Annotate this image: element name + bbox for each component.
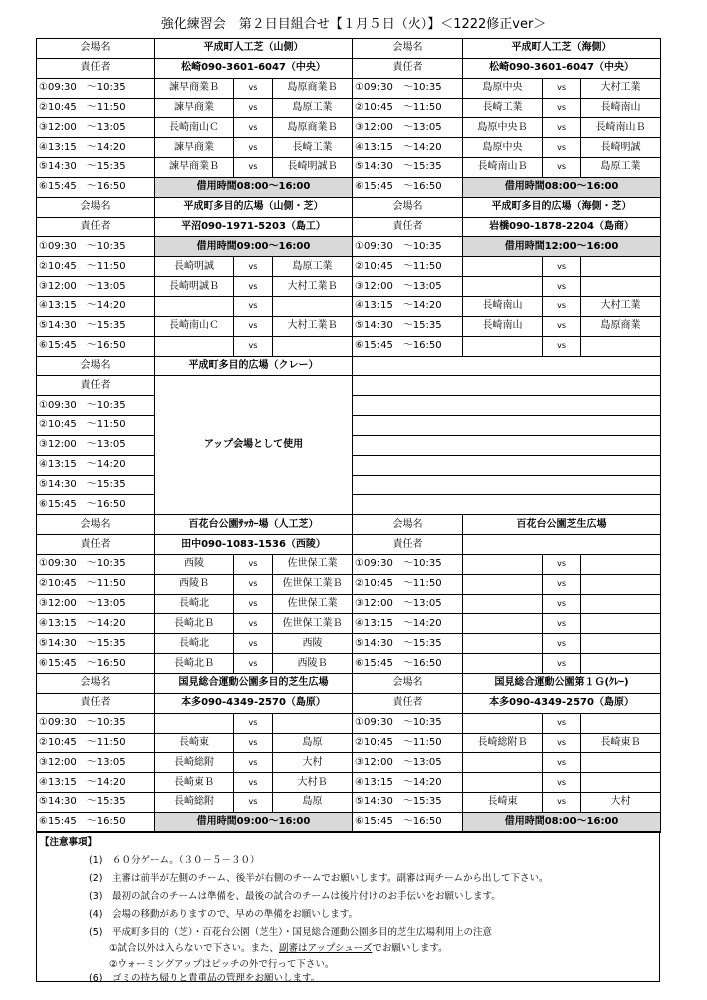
time-slot: ①09:30 ～10:35	[37, 713, 155, 733]
time-slot: ②10:45 ～11:50	[353, 98, 463, 118]
vs-label: vs	[543, 554, 581, 574]
team-away	[581, 574, 661, 594]
empty-cell	[353, 475, 661, 495]
time-slot: ③12:00 ～13:05	[37, 435, 155, 455]
note-item-5: (5) 平成町多目的（芝）・百花台公園（芝生）・国見総合運動公園多目的芝生広場利用上の注意	[89, 927, 492, 938]
vs-label: vs	[234, 793, 273, 813]
team-away: 佐世保工業Ｂ	[273, 614, 353, 634]
manager-row	[37, 535, 661, 555]
venue-label: 会場名	[353, 39, 463, 59]
time-slot: ⑥15:45 ～16:50	[37, 177, 155, 197]
vs-label: vs	[543, 158, 581, 178]
venue-row	[37, 356, 661, 376]
vs-label: vs	[234, 257, 273, 277]
team-home	[463, 713, 543, 733]
note-sub-1-pre: ①試合以外は入らないで下さい。また、	[109, 943, 280, 954]
time-slot: ③12:00 ～13:05	[37, 753, 155, 773]
team-home: 長崎工業	[463, 98, 543, 118]
venue-label: 会場名	[37, 39, 155, 59]
page-title: 強化練習会 第２日目組合せ【１月５日（火）】＜1222修正ver＞	[160, 17, 547, 32]
team-away: 西陵	[273, 634, 353, 654]
team-away: 佐世保工業	[273, 594, 353, 614]
team-away: 長崎南山	[581, 98, 661, 118]
venue-label: 会場名	[353, 674, 463, 694]
vs-label: vs	[234, 158, 273, 178]
time-slot: ②10:45 ～11:50	[37, 257, 155, 277]
team-home	[463, 594, 543, 614]
vs-label: vs	[543, 713, 581, 733]
empty-cell	[353, 495, 661, 515]
time-slot: ⑤14:30 ～15:35	[353, 634, 463, 654]
team-away: 佐世保工業	[273, 554, 353, 574]
team-home	[463, 654, 543, 674]
time-slot: ⑥15:45 ～16:50	[353, 654, 463, 674]
vs-label: vs	[234, 614, 273, 634]
match-row	[37, 812, 661, 832]
note-sub-2: ②ウォーミングアップはピッチの外で行って下さい。	[109, 959, 335, 970]
team-away: 大村	[581, 793, 661, 813]
venue-label: 会場名	[353, 197, 463, 217]
time-slot: ③12:00 ～13:05	[353, 753, 463, 773]
time-slot: ⑥15:45 ～16:50	[37, 495, 155, 515]
note-sub-1-underlined: 副審はアップシューズ	[279, 943, 373, 954]
time-slot: ③12:00 ～13:05	[353, 118, 463, 138]
time-slot: ③12:00 ～13:05	[353, 277, 463, 297]
vs-label: vs	[543, 316, 581, 336]
time-slot: ③12:00 ～13:05	[37, 594, 155, 614]
team-away	[581, 753, 661, 773]
team-home: 西陵	[155, 554, 234, 574]
time-slot: ①09:30 ～10:35	[353, 554, 463, 574]
match-row	[37, 336, 661, 356]
manager-contact: 松崎090-3601-6047（中央）	[155, 58, 353, 78]
time-slot: ⑤14:30 ～15:35	[37, 634, 155, 654]
team-home: 長崎明誠	[155, 257, 234, 277]
merged-note: アップ会場として使用	[155, 376, 353, 515]
venue-name: 平成町多目的広場（山側・芝）	[155, 197, 353, 217]
team-home: 西陵Ｂ	[155, 574, 234, 594]
team-away: 長崎明誠Ｂ	[273, 158, 353, 178]
vs-label: vs	[234, 296, 273, 316]
empty-cell	[353, 356, 661, 376]
match-row	[37, 594, 661, 614]
time-slot: ④13:15 ～14:20	[353, 614, 463, 634]
vs-label: vs	[234, 554, 273, 574]
note-item-6: (6) ゴミの持ち帰りと貴重品の管理をお願いします。	[89, 973, 321, 984]
time-slot: ②10:45 ～11:50	[37, 98, 155, 118]
team-home: 長崎総附Ｂ	[463, 733, 543, 753]
team-away: 西陵Ｂ	[273, 654, 353, 674]
match-row	[37, 753, 661, 773]
note-sub-1-post: でお願いします。	[372, 943, 448, 954]
note-sub-1	[109, 940, 448, 954]
team-away: 島原	[273, 733, 353, 753]
team-away: 長崎南山Ｂ	[581, 118, 661, 138]
schedule-table	[36, 38, 661, 833]
manager-row	[37, 693, 661, 713]
team-home: 長崎北	[155, 594, 234, 614]
vs-label: vs	[234, 78, 273, 98]
vs-label: vs	[543, 118, 581, 138]
team-home	[155, 296, 234, 316]
team-home: 長崎南山	[463, 296, 543, 316]
time-slot: ①09:30 ～10:35	[353, 713, 463, 733]
manager-contact: 平沼090-1971-5203（島工）	[155, 217, 353, 237]
manager-row	[37, 217, 661, 237]
time-slot: ②10:45 ～11:50	[353, 574, 463, 594]
venue-label: 会場名	[37, 515, 155, 535]
vs-label: vs	[543, 138, 581, 158]
team-away: 大村工業Ｂ	[273, 277, 353, 297]
venue-name: 国見総合運動公園多目的芝生広場	[155, 674, 353, 694]
team-away: 長崎工業	[273, 138, 353, 158]
team-away	[581, 594, 661, 614]
manager-label: 責任者	[37, 58, 155, 78]
team-home	[463, 554, 543, 574]
team-away: 島原工業	[273, 98, 353, 118]
time-slot: ⑥15:45 ～16:50	[353, 336, 463, 356]
time-slot: ④13:15 ～14:20	[37, 773, 155, 793]
team-away	[581, 773, 661, 793]
vs-label: vs	[543, 614, 581, 634]
vs-label: vs	[234, 654, 273, 674]
team-away	[581, 614, 661, 634]
team-away: 島原工業	[273, 257, 353, 277]
match-row	[37, 296, 661, 316]
team-home: 諫早商業	[155, 138, 234, 158]
team-home: 長崎東	[463, 793, 543, 813]
empty-cell	[353, 435, 661, 455]
time-slot: ⑤14:30 ～15:35	[353, 158, 463, 178]
venue-label: 会場名	[353, 515, 463, 535]
time-slot: ⑤14:30 ～15:35	[37, 793, 155, 813]
vs-label: vs	[234, 118, 273, 138]
team-home: 島原中央	[463, 138, 543, 158]
vs-label: vs	[234, 98, 273, 118]
manager-label: 責任者	[37, 535, 155, 555]
empty-cell	[353, 416, 661, 436]
venue-label: 会場名	[37, 674, 155, 694]
venue-row	[37, 515, 661, 535]
manager-label: 責任者	[353, 693, 463, 713]
venue-label: 会場名	[37, 197, 155, 217]
team-home: 長崎南山Ｃ	[155, 316, 234, 336]
team-home	[463, 773, 543, 793]
vs-label: vs	[543, 654, 581, 674]
vs-label: vs	[543, 594, 581, 614]
time-slot: ④13:15 ～14:20	[37, 138, 155, 158]
team-home	[463, 257, 543, 277]
match-row	[37, 773, 661, 793]
team-away	[581, 257, 661, 277]
team-home: 長崎北Ｂ	[155, 654, 234, 674]
team-home	[155, 336, 234, 356]
note-item-3: (3) 最初の試合のチームは準備を、最後の試合のチームは後片付けのお手伝いをお願いします。	[89, 891, 501, 902]
team-home	[463, 614, 543, 634]
team-away	[581, 713, 661, 733]
rental-time-note: 借用時間12:00～16:00	[463, 237, 661, 257]
vs-label: vs	[234, 634, 273, 654]
venue-name: 百花台公園芝生広場	[463, 515, 661, 535]
match-row	[37, 713, 661, 733]
time-slot: ②10:45 ～11:50	[37, 416, 155, 436]
time-slot: ②10:45 ～11:50	[37, 733, 155, 753]
vs-label: vs	[234, 753, 273, 773]
manager-contact: 本多090-4349-2570（島原）	[155, 693, 353, 713]
venue-name: 平成町多目的広場（海側・芝）	[463, 197, 661, 217]
empty-cell	[353, 396, 661, 416]
vs-label: vs	[543, 296, 581, 316]
rental-time-note: 借用時間09:00～16:00	[155, 237, 353, 257]
time-slot: ②10:45 ～11:50	[353, 257, 463, 277]
empty-cell	[353, 376, 661, 396]
team-away: 長崎明誠	[581, 138, 661, 158]
venue-name: 国見総合運動公園第１Ｇ(ｸﾚｰ)	[463, 674, 661, 694]
match-row	[37, 138, 661, 158]
venue-row	[37, 197, 661, 217]
team-home: 長崎南山	[463, 316, 543, 336]
match-row	[37, 654, 661, 674]
venue-row	[37, 39, 661, 59]
manager-row	[37, 58, 661, 78]
time-slot: ①09:30 ～10:35	[37, 554, 155, 574]
team-away	[581, 336, 661, 356]
team-away	[581, 277, 661, 297]
vs-label: vs	[543, 336, 581, 356]
time-slot: ①09:30 ～10:35	[353, 237, 463, 257]
time-slot: ⑤14:30 ～15:35	[37, 158, 155, 178]
team-home: 島原中央	[463, 78, 543, 98]
match-row	[37, 118, 661, 138]
team-home: 諫早商業	[155, 98, 234, 118]
manager-contact: 本多090-4349-2570（島原）	[463, 693, 661, 713]
team-home: 長崎南山Ｃ	[155, 118, 234, 138]
vs-label: vs	[234, 574, 273, 594]
time-slot: ④13:15 ～14:20	[353, 773, 463, 793]
time-slot: ③12:00 ～13:05	[37, 277, 155, 297]
vs-label: vs	[543, 733, 581, 753]
manager-label: 責任者	[353, 58, 463, 78]
match-row	[37, 554, 661, 574]
match-row	[37, 78, 661, 98]
time-slot: ②10:45 ～11:50	[353, 733, 463, 753]
team-away: 島原工業	[581, 158, 661, 178]
team-away: 島原	[273, 793, 353, 813]
team-home: 諫早商業Ｂ	[155, 158, 234, 178]
time-slot: ②10:45 ～11:50	[37, 574, 155, 594]
team-home	[463, 634, 543, 654]
team-home: 長崎総附	[155, 753, 234, 773]
vs-label: vs	[543, 793, 581, 813]
note-item-4: (4) 会場の移動がありますので、早めの準備をお願いします。	[89, 909, 359, 920]
rental-time-note: 借用時間08:00～16:00	[463, 812, 661, 832]
time-slot: ⑥15:45 ～16:50	[37, 812, 155, 832]
team-home: 諫早商業Ｂ	[155, 78, 234, 98]
venue-name: 百花台公園ｻｯｶｰ場（人工芝）	[155, 515, 353, 535]
time-slot: ⑤14:30 ～15:35	[37, 475, 155, 495]
team-away: 大村工業	[581, 296, 661, 316]
venue-name: 平成町人工芝（山側）	[155, 39, 353, 59]
vs-label: vs	[543, 753, 581, 773]
team-away: 島原商業Ｂ	[273, 78, 353, 98]
team-away: 大村	[273, 753, 353, 773]
team-home: 長崎東Ｂ	[155, 773, 234, 793]
note-item-2: (2) 主審は前半が左側のチーム、後半が右側のチームでお願いします。副審は両チームから出して下さい。	[89, 873, 549, 884]
team-away: 長崎東Ｂ	[581, 733, 661, 753]
time-slot: ⑤14:30 ～15:35	[353, 793, 463, 813]
team-away: 佐世保工業Ｂ	[273, 574, 353, 594]
manager-contact: 松崎090-3601-6047（中央）	[463, 58, 661, 78]
time-slot: ⑥15:45 ～16:50	[353, 812, 463, 832]
team-away: 大村工業	[581, 78, 661, 98]
manager-contact	[463, 535, 661, 555]
vs-label: vs	[543, 634, 581, 654]
vs-label: vs	[543, 78, 581, 98]
time-slot: ①09:30 ～10:35	[353, 78, 463, 98]
time-slot: ①09:30 ～10:35	[37, 396, 155, 416]
match-row	[37, 733, 661, 753]
team-away: 島原商業	[581, 316, 661, 336]
time-slot: ⑤14:30 ～15:35	[37, 316, 155, 336]
venue-name: 平成町人工芝（海側）	[463, 39, 661, 59]
team-away	[581, 654, 661, 674]
note-item-1: (1) ６０分ゲーム。（３０－５－３０）	[89, 855, 260, 866]
rental-time-note: 借用時間08:00～16:00	[155, 177, 353, 197]
team-home: 長崎北	[155, 634, 234, 654]
match-row	[37, 277, 661, 297]
venue-name: 平成町多目的広場（クレー）	[155, 356, 353, 376]
team-home	[155, 713, 234, 733]
time-slot: ④13:15 ～14:20	[353, 296, 463, 316]
vs-label: vs	[543, 277, 581, 297]
match-row	[37, 98, 661, 118]
team-away: 島原商業Ｂ	[273, 118, 353, 138]
team-away: 大村工業Ｂ	[273, 316, 353, 336]
match-row	[37, 574, 661, 594]
vs-label: vs	[543, 574, 581, 594]
vs-label: vs	[234, 277, 273, 297]
vs-label: vs	[234, 773, 273, 793]
rental-time-note: 借用時間09:00～16:00	[155, 812, 353, 832]
venue-row	[37, 674, 661, 694]
time-slot: ⑥15:45 ～16:50	[37, 654, 155, 674]
team-away	[273, 296, 353, 316]
time-slot: ⑥15:45 ～16:50	[37, 336, 155, 356]
manager-label: 責任者	[37, 376, 155, 396]
team-home: 長崎東	[155, 733, 234, 753]
venue-label: 会場名	[37, 356, 155, 376]
time-slot: ③12:00 ～13:05	[37, 118, 155, 138]
manager-label: 責任者	[37, 693, 155, 713]
notes-heading: 【注意事項】	[40, 837, 98, 848]
match-row	[37, 177, 661, 197]
team-home: 長崎明誠Ｂ	[155, 277, 234, 297]
team-home	[463, 574, 543, 594]
team-away: 大村Ｂ	[273, 773, 353, 793]
vs-label: vs	[234, 316, 273, 336]
time-slot: ①09:30 ～10:35	[37, 78, 155, 98]
empty-cell	[353, 455, 661, 475]
manager-label: 責任者	[37, 217, 155, 237]
vs-label: vs	[234, 336, 273, 356]
vs-label: vs	[234, 594, 273, 614]
match-row	[37, 614, 661, 634]
team-home	[463, 753, 543, 773]
time-slot: ④13:15 ～14:20	[353, 138, 463, 158]
manager-label: 責任者	[353, 217, 463, 237]
vs-label: vs	[234, 713, 273, 733]
match-row	[37, 793, 661, 813]
team-away	[581, 634, 661, 654]
vs-label: vs	[543, 773, 581, 793]
team-home: 長崎北Ｂ	[155, 614, 234, 634]
team-home	[463, 277, 543, 297]
team-away	[273, 713, 353, 733]
time-slot: ⑤14:30 ～15:35	[353, 316, 463, 336]
vs-label: vs	[234, 733, 273, 753]
team-away	[273, 336, 353, 356]
time-slot: ③12:00 ～13:05	[353, 594, 463, 614]
match-row	[37, 316, 661, 336]
rental-time-note: 借用時間08:00～16:00	[463, 177, 661, 197]
match-row	[37, 257, 661, 277]
vs-label: vs	[543, 257, 581, 277]
team-away	[581, 554, 661, 574]
manager-contact: 岩橋090-1878-2204（島商）	[463, 217, 661, 237]
team-home: 長崎南山Ｂ	[463, 158, 543, 178]
time-slot: ④13:15 ～14:20	[37, 296, 155, 316]
team-home: 長崎総附	[155, 793, 234, 813]
time-slot: ④13:15 ～14:20	[37, 455, 155, 475]
vs-label: vs	[543, 98, 581, 118]
time-slot: ①09:30 ～10:35	[37, 237, 155, 257]
match-row	[37, 634, 661, 654]
manager-label: 責任者	[353, 535, 463, 555]
team-home	[463, 336, 543, 356]
time-slot: ⑥15:45 ～16:50	[353, 177, 463, 197]
team-home: 島原中央Ｂ	[463, 118, 543, 138]
vs-label: vs	[234, 138, 273, 158]
manager-contact: 田中090-1083-1536（西陵）	[155, 535, 353, 555]
match-row	[37, 237, 661, 257]
match-row	[37, 158, 661, 178]
time-slot: ④13:15 ～14:20	[37, 614, 155, 634]
notes-section	[36, 831, 660, 982]
manager-row	[37, 376, 661, 396]
